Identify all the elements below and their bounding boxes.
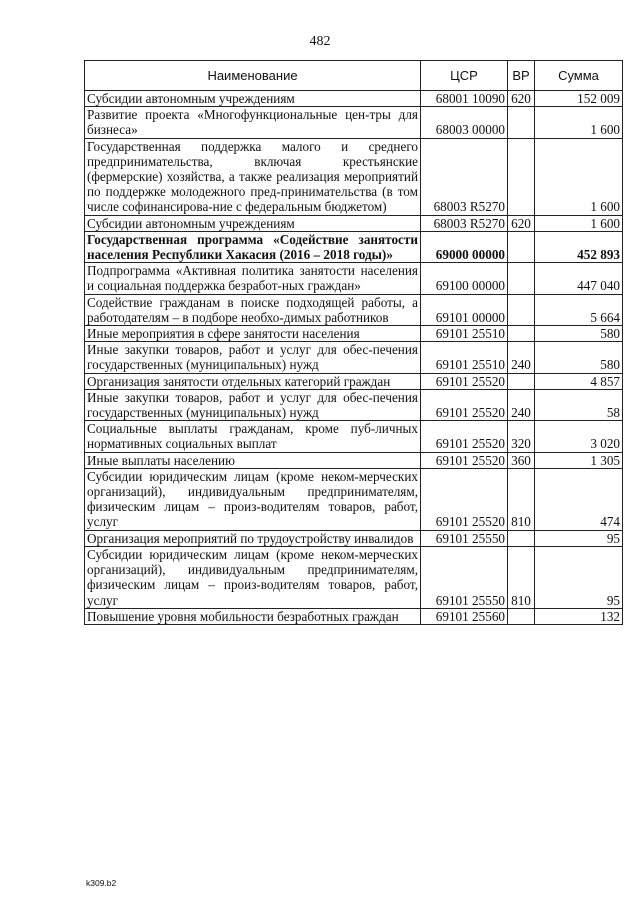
table-row [85, 263, 623, 294]
cell-sum: 152 009 [535, 91, 623, 107]
table-row [85, 373, 623, 389]
cell-name: Развитие проекта «Многофункциональные цен-тры для бизнеса» [85, 107, 421, 138]
cell-name: Субсидии автономным учреждениям [85, 215, 421, 231]
cell-vr: 620 [508, 91, 535, 107]
cell-vr [508, 294, 535, 325]
cell-sum: 132 [535, 608, 623, 624]
cell-csr: 69101 25550 [421, 530, 508, 546]
cell-vr [508, 231, 535, 262]
cell-sum: 1 600 [535, 138, 623, 215]
cell-sum: 580 [535, 326, 623, 342]
cell-vr: 240 [508, 389, 535, 420]
cell-name: Субсидии юридическим лицам (кроме неком-мерческих организаций), индивидуальным предпринимателям, физическим лицам – произ-водителям товаров, работ, услуг [85, 468, 421, 530]
table-row [85, 452, 623, 468]
header-vr: ВР [508, 61, 535, 91]
cell-csr: 69101 25520 [421, 389, 508, 420]
cell-csr: 68003 R5270 [421, 138, 508, 215]
cell-csr: 69101 25560 [421, 608, 508, 624]
table-row [85, 107, 623, 138]
table-row [85, 468, 623, 530]
cell-csr: 68003 R5270 [421, 215, 508, 231]
table-row [85, 215, 623, 231]
cell-sum: 95 [535, 546, 623, 608]
table-row [85, 546, 623, 608]
cell-vr: 810 [508, 546, 535, 608]
cell-csr: 69101 25520 [421, 452, 508, 468]
cell-vr [508, 373, 535, 389]
cell-name: Социальные выплаты гражданам, кроме пуб-личных нормативных социальных выплат [85, 421, 421, 452]
footer-code: k309.b2 [86, 878, 117, 888]
cell-vr: 360 [508, 452, 535, 468]
table-row [85, 530, 623, 546]
cell-sum: 3 020 [535, 421, 623, 452]
cell-csr: 69101 25550 [421, 546, 508, 608]
header-sum: Сумма [535, 61, 623, 91]
cell-vr: 810 [508, 468, 535, 530]
table-row [85, 138, 623, 215]
cell-name: Иные закупки товаров, работ и услуг для обес-печения государственных (муниципальных) нужд [85, 342, 421, 373]
cell-sum: 452 893 [535, 231, 623, 262]
cell-name: Государственная поддержка малого и среднего предпринимательства, включая крестьянские (фермерские) хозяйства, а также реализация мероприятий по поддержке молодежного пред-принимательства (в том числе софинансирова-ние с федеральным бюджетом) [85, 138, 421, 215]
cell-vr [508, 530, 535, 546]
table-row [85, 421, 623, 452]
table-row [85, 342, 623, 373]
cell-sum: 447 040 [535, 263, 623, 294]
cell-csr: 68001 10090 [421, 91, 508, 107]
cell-sum: 95 [535, 530, 623, 546]
cell-csr: 68003 00000 [421, 107, 508, 138]
cell-csr: 69101 25520 [421, 468, 508, 530]
table-row [85, 326, 623, 342]
cell-name: Организация мероприятий по трудоустройству инвалидов [85, 530, 421, 546]
cell-csr: 69000 00000 [421, 231, 508, 262]
cell-sum: 5 664 [535, 294, 623, 325]
cell-name: Подпрограмма «Активная политика занятости населения и социальная поддержка безработ-ных граждан» [85, 263, 421, 294]
page-number: 482 [309, 34, 331, 49]
cell-vr [508, 608, 535, 624]
table-row [85, 389, 623, 420]
cell-name: Субсидии автономным учреждениям [85, 91, 421, 107]
cell-csr: 69100 00000 [421, 263, 508, 294]
cell-name: Иные мероприятия в сфере занятости населения [85, 326, 421, 342]
table-row [85, 231, 623, 262]
cell-vr: 620 [508, 215, 535, 231]
cell-sum: 474 [535, 468, 623, 530]
cell-sum: 58 [535, 389, 623, 420]
table-row [85, 608, 623, 624]
cell-vr [508, 138, 535, 215]
cell-vr: 240 [508, 342, 535, 373]
cell-vr [508, 263, 535, 294]
cell-sum: 1 600 [535, 107, 623, 138]
cell-name: Государственная программа «Содействие занятости населения Республики Хакасия (2016 – 2018 годы)» [85, 231, 421, 262]
cell-name: Организация занятости отдельных категорий граждан [85, 373, 421, 389]
cell-vr: 320 [508, 421, 535, 452]
cell-csr: 69101 25510 [421, 342, 508, 373]
table-row [85, 294, 623, 325]
header-name: Наименование [85, 61, 421, 91]
cell-vr [508, 107, 535, 138]
header-csr: ЦСР [421, 61, 508, 91]
cell-csr: 69101 25520 [421, 421, 508, 452]
cell-csr: 69101 00000 [421, 294, 508, 325]
cell-name: Повышение уровня мобильности безработных граждан [85, 608, 421, 624]
cell-csr: 69101 25510 [421, 326, 508, 342]
cell-sum: 1 305 [535, 452, 623, 468]
cell-sum: 4 857 [535, 373, 623, 389]
cell-name: Субсидии юридическим лицам (кроме неком-мерческих организаций), индивидуальным предпринимателям, физическим лицам – произ-водителям товаров, работ, услуг [85, 546, 421, 608]
cell-sum: 1 600 [535, 215, 623, 231]
cell-name: Иные закупки товаров, работ и услуг для обес-печения государственных (муниципальных) нужд [85, 389, 421, 420]
cell-name: Содействие гражданам в поиске подходящей работы, а работодателям – в подборе необхо-димых работников [85, 294, 421, 325]
budget-table [84, 60, 623, 625]
cell-vr [508, 326, 535, 342]
cell-name: Иные выплаты населению [85, 452, 421, 468]
table-header-row [85, 61, 623, 91]
cell-csr: 69101 25520 [421, 373, 508, 389]
table-row [85, 91, 623, 107]
cell-sum: 580 [535, 342, 623, 373]
